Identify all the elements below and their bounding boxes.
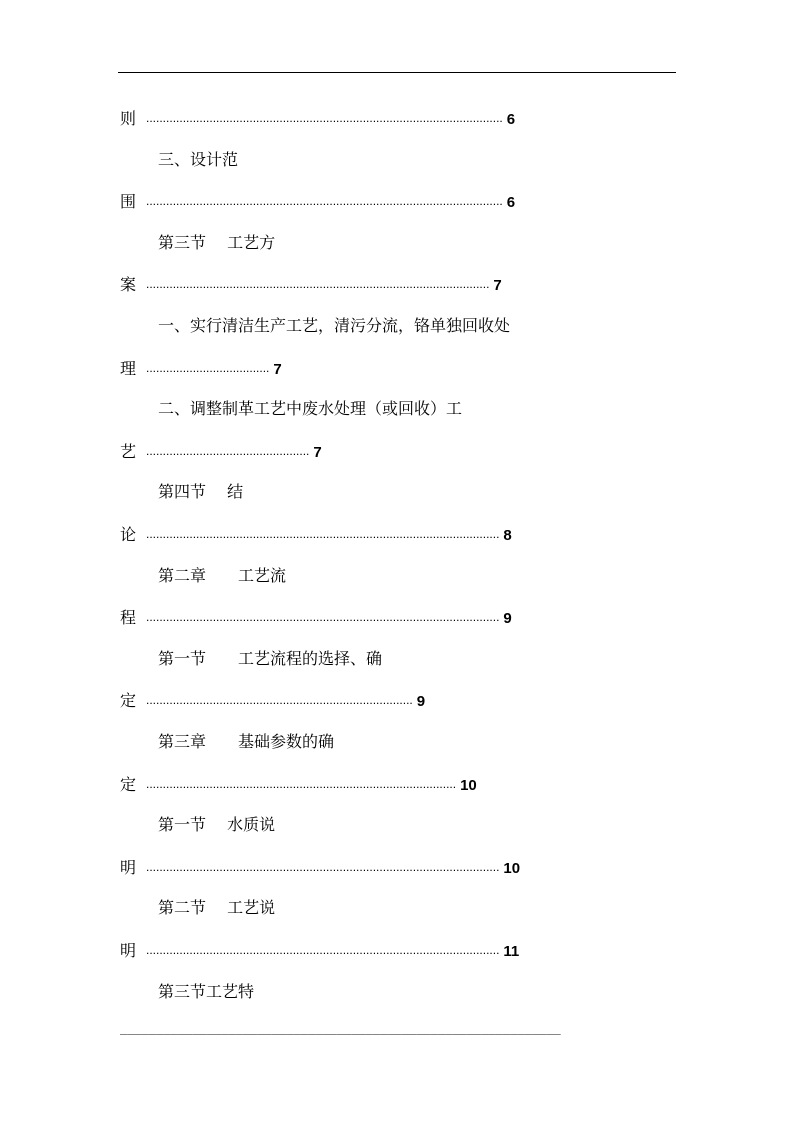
toc-heading: 第一节 水质说 bbox=[158, 815, 276, 834]
toc-entry-char: 定 bbox=[120, 691, 137, 710]
toc-page-number: 11 bbox=[503, 943, 520, 960]
toc-entry-char: 定 bbox=[120, 775, 137, 794]
toc-leader-dots: ................................................................................ bbox=[146, 693, 413, 707]
toc-page-number: 7 bbox=[313, 444, 322, 461]
toc-heading: 一、实行清洁生产工艺，清污分流，铬单独回收处 bbox=[158, 316, 511, 335]
toc-entry-char: 论 bbox=[120, 525, 137, 544]
header-rule bbox=[118, 72, 676, 73]
toc-entry-char: 明 bbox=[120, 941, 137, 960]
toc-page-number: 8 bbox=[503, 527, 512, 544]
toc-entry bbox=[120, 441, 322, 463]
toc-heading: 第一节 工艺流程的选择、确 bbox=[158, 649, 383, 668]
toc-leader-dots: ..................................... bbox=[146, 361, 270, 375]
toc-entry bbox=[120, 774, 477, 796]
toc-leader-dots: ........................................................................................................... bbox=[146, 194, 503, 208]
toc-page-number: 10 bbox=[503, 860, 521, 877]
toc-heading: 二、调整制革工艺中废水处理（或回收）工 bbox=[158, 399, 463, 418]
toc-entry bbox=[120, 857, 520, 879]
toc-entry-char: 则 bbox=[120, 109, 137, 128]
toc-entry-char: 理 bbox=[120, 359, 137, 378]
toc-entry-char: 明 bbox=[120, 858, 137, 877]
toc-entry bbox=[120, 191, 515, 213]
toc-entry bbox=[120, 940, 519, 962]
toc-page-number: 7 bbox=[493, 277, 502, 294]
toc-leader-dots: .......................................................................................................... bbox=[146, 943, 500, 957]
toc-page-number: 9 bbox=[416, 693, 426, 710]
toc-leader-dots: .......................................................................................................... bbox=[146, 860, 500, 874]
toc-heading: 第二章 工艺流 bbox=[158, 566, 287, 585]
toc-leader-dots: ................................................. bbox=[146, 444, 310, 458]
toc-page-number: 6 bbox=[506, 194, 516, 211]
toc-entry-char: 艺 bbox=[120, 442, 137, 461]
toc-page-number: 10 bbox=[460, 777, 477, 794]
toc-leader-dots: ....................................................................................................... bbox=[146, 277, 490, 291]
toc-entry bbox=[120, 690, 425, 712]
toc-heading: 第四节 结 bbox=[158, 482, 244, 501]
toc-heading: 三、设计范 bbox=[158, 150, 239, 169]
toc-heading: 第二节 工艺说 bbox=[158, 898, 276, 917]
toc-leader-dots: ........................................................................................................... bbox=[146, 111, 503, 125]
toc-leader-dots: ............................................................................................. bbox=[146, 777, 457, 791]
toc-page-number: 9 bbox=[503, 610, 512, 627]
toc-leader-dots: .......................................................................................................... bbox=[146, 527, 500, 541]
toc-leader-dots: .......................................................................................................... bbox=[146, 610, 500, 624]
toc-heading: 第三节 工艺方 bbox=[158, 233, 276, 252]
toc-page-number: 7 bbox=[273, 361, 282, 378]
toc-entry-char: 案 bbox=[120, 275, 137, 294]
toc-heading: 第三章 基础参数的确 bbox=[158, 732, 335, 751]
footer-dashes: _____________________________________________________________ bbox=[120, 1021, 561, 1035]
toc-heading: 第三节工艺特 bbox=[158, 982, 255, 1001]
toc-entry bbox=[120, 108, 515, 130]
toc-entry-char: 围 bbox=[120, 192, 137, 211]
toc-entry-char: 程 bbox=[120, 608, 137, 627]
toc-page-number: 6 bbox=[506, 111, 516, 128]
toc-entry bbox=[120, 274, 502, 296]
toc-entry bbox=[120, 524, 512, 546]
toc-entry bbox=[120, 358, 282, 380]
toc-entry bbox=[120, 607, 512, 629]
